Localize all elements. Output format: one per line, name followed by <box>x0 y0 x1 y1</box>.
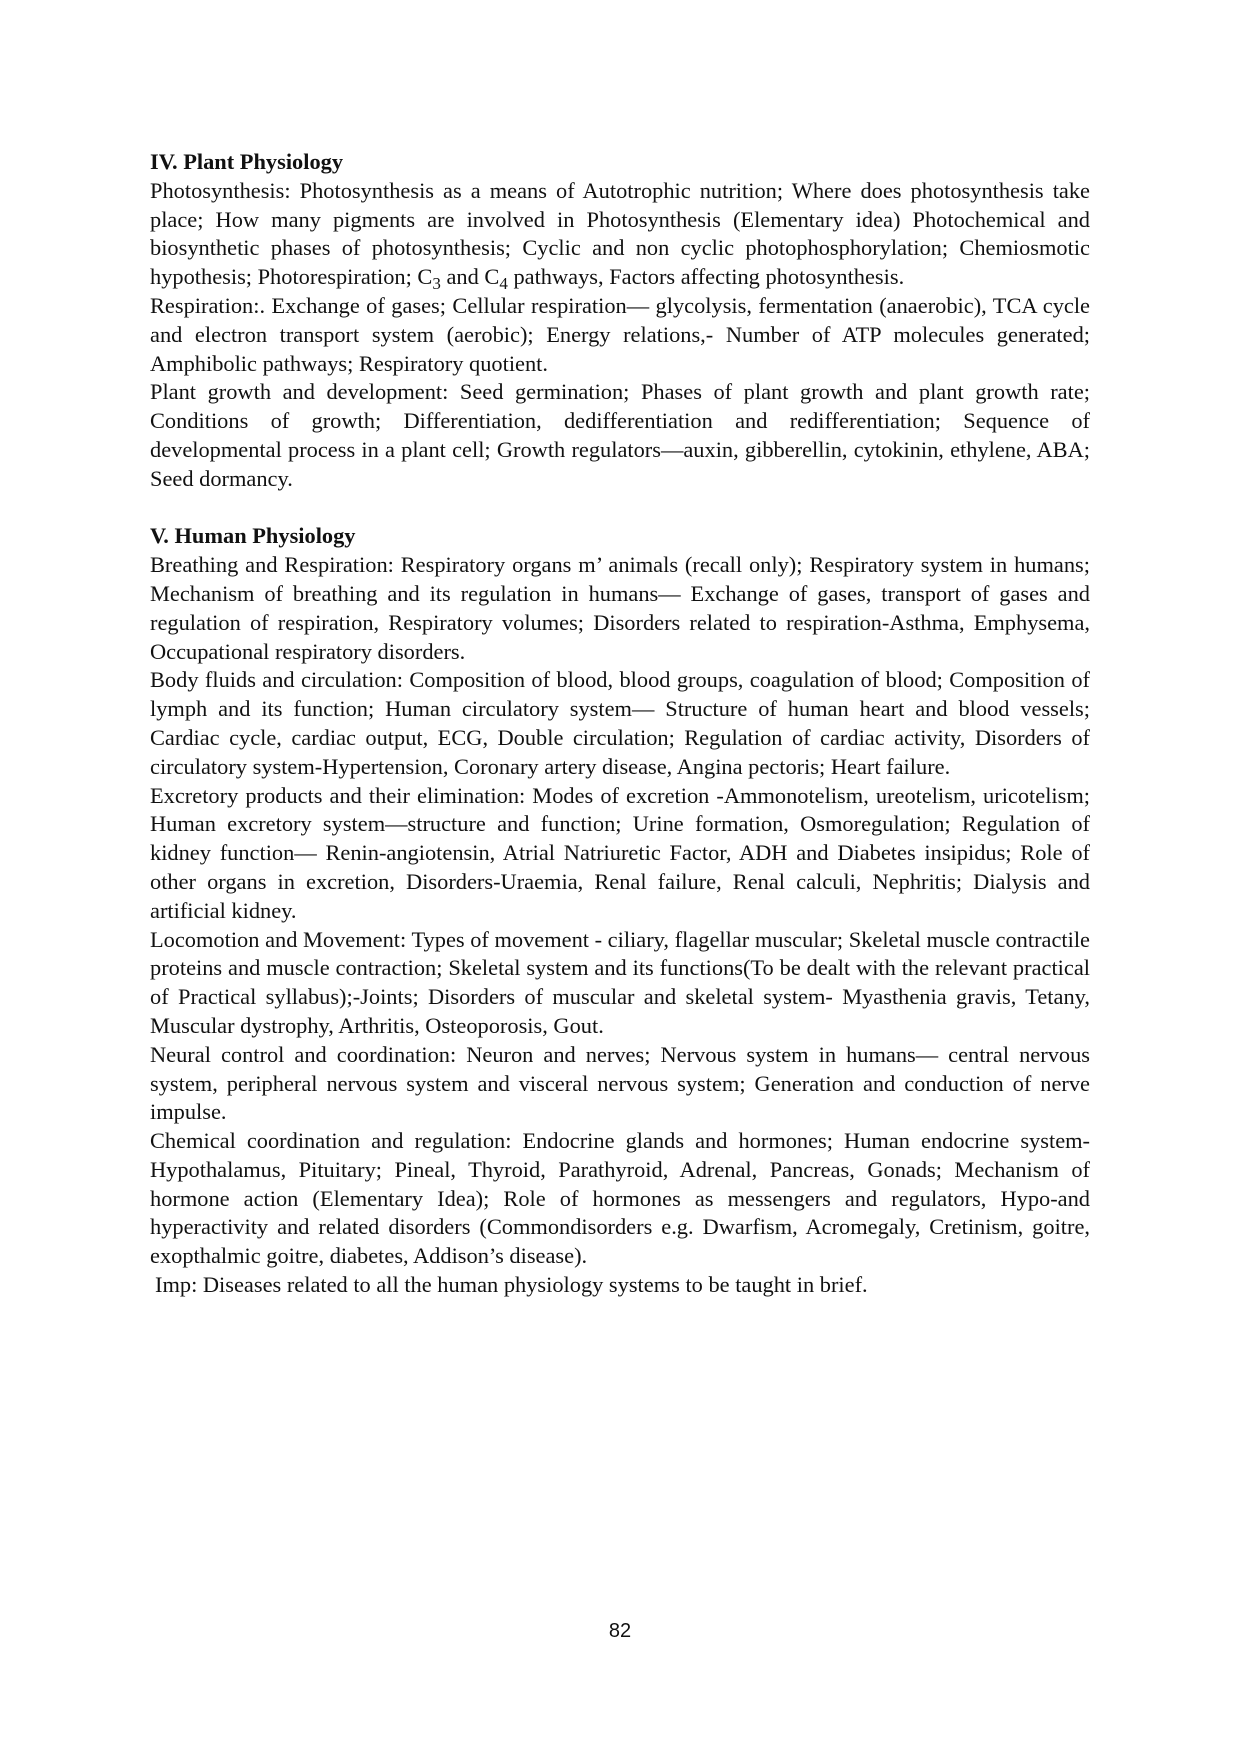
paragraph-breathing: Breathing and Respiration: Respiratory organs m’ animals (recall only); Respiratory system in humans; Mechanism of breathing and its regulation in humans— Exchange of gases, transport of gases and regulation of respiration, Respiratory volumes; Disorders related to respiration-Asthma, Emphysema, Occupational respiratory disorders. <box>150 552 1090 664</box>
paragraph-excretory: Excretory products and their elimination: Modes of excretion -Ammonotelism, ureotelism, uricotelism; Human excretory system—structure and function; Urine formation, Osmoregulation; Regulation of kidney function— Renin-angiotensin, Atrial Natriuretic Factor, ADH and Diabetes insipidus; Role of other organs in excretion, Disorders-Uraemia, Renal failure, Renal calculi, Nephritis; Dialysis and artificial kidney. <box>150 782 1090 923</box>
paragraph-body-fluids: Body fluids and circulation: Composition of blood, blood groups, coagulation of blood; Composition of lymph and its function; Human circulatory system— Structure of human heart and blood vessels; Cardiac cycle, cardiac output, ECG, Double circulation; Regulation of cardiac activity, Disorders of circulatory system-Hypertension, Coronary artery disease, Angina pectoris; Heart failure. <box>150 667 1090 779</box>
section-title-human-physiology: V. Human Physiology <box>150 523 356 549</box>
paragraph-plant-growth: Plant growth and development: Seed germination; Phases of plant growth and plant growth rate; Conditions of growth; Differentiation, dedifferentiation and redifferentiation; Sequence of developmental process in a plant cell; Growth regulators—auxin, gibberellin, cytokinin, ethylene, ABA; Seed dormancy. <box>150 379 1090 491</box>
subscript-3: 3 <box>432 274 441 294</box>
paragraph-respiration: Respiration:. Exchange of gases; Cellular respiration— glycolysis, fermentation (anaerobic), TCA cycle and electron transport system (aerobic); Energy relations,- Number of ATP molecules generated; Amphibolic pathways; Respiratory quotient. <box>150 292 1090 376</box>
page-number: 82 <box>608 1620 632 1642</box>
and-c-text: and C <box>440 264 500 290</box>
important-note: Imp: Diseases related to all the human physiology systems to be taught in brief. <box>155 1272 868 1298</box>
paragraph-neural: Neural control and coordination: Neuron and nerves; Nervous system in humans— central nervous system, peripheral nervous system and visceral nervous system; Generation and conduction of nerve impulse. <box>150 1041 1090 1125</box>
paragraph-locomotion: Locomotion and Movement: Types of movement - ciliary, flagellar muscular; Skeletal muscle contractile proteins and muscle contraction; Skeletal system and its functions(To be dealt with the relevant practical of Practical syllabus);-Joints; Disorders of muscular and skeletal system- Myasthenia gravis, Tetany, Muscular dystrophy, Arthritis, Osteoporosis, Gout. <box>150 926 1090 1038</box>
subscript-4: 4 <box>499 274 508 294</box>
photosynthesis-text: Photosynthesis: Photosynthesis as a means of Autotrophic nutrition; Where does photosynthesis take place; How many pigments are involved in Photosynthesis (Elementary idea) Photochemical and biosynthetic phases of photosynthesis; Cyclic and non cyclic photophosphorylation; Chemiosmotic hypothesis; Photorespiration; C <box>150 177 1090 290</box>
paragraph-photosynthesis <box>150 177 1090 292</box>
page-content <box>150 148 1090 1300</box>
section-spacer <box>150 494 1090 523</box>
paragraph-chemical: Chemical coordination and regulation: Endocrine glands and hormones; Human endocrine system- Hypothalamus, Pituitary; Pineal, Thyroid, Parathyroid, Adrenal, Pancreas, Gonads; Mechanism of hormone action (Elementary Idea); Role of hormones as messengers and regulators, Hypo-and hyperactivity and related disorders (Commondisorders e.g. Dwarfism, Acromegaly, Cretinism, goitre, exopthalmic goitre, diabetes, Addison’s disease). <box>150 1128 1090 1269</box>
section-title-plant-physiology: IV. Plant Physiology <box>150 149 344 174</box>
photosynthesis-text-end: pathways, Factors affecting photosynthesis. <box>507 264 905 290</box>
